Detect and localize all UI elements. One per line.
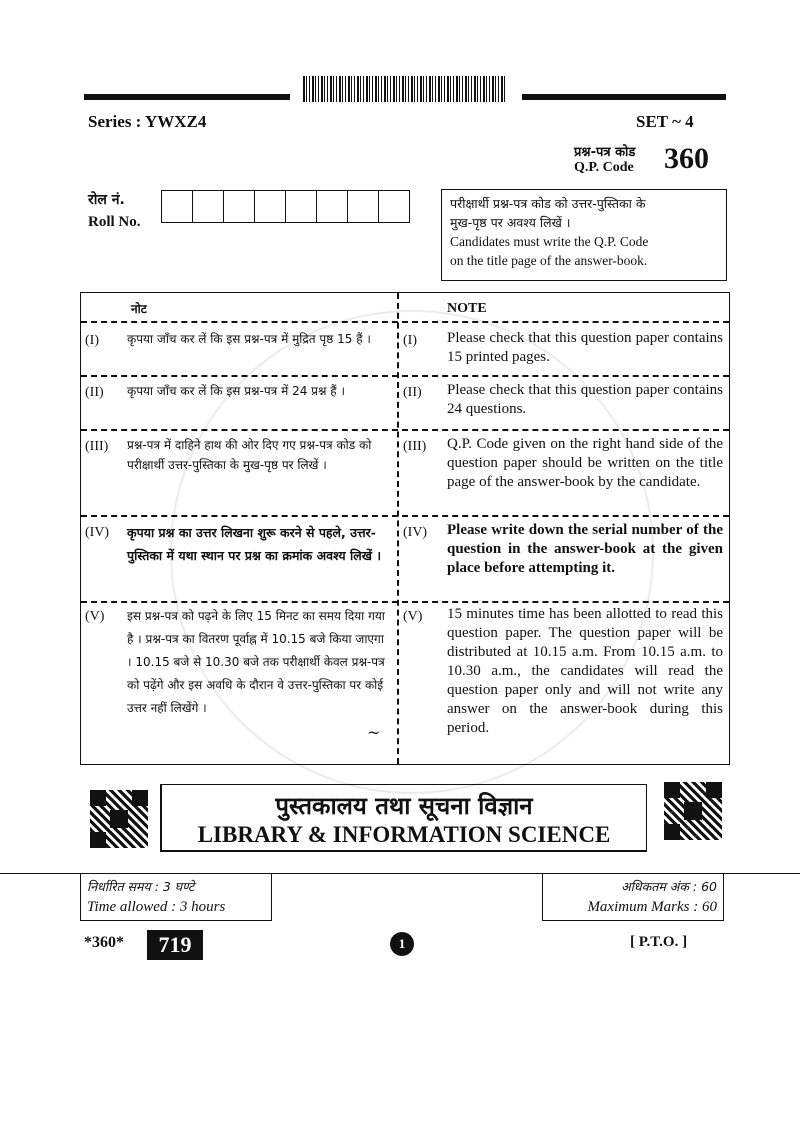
note-number: (II) [403, 385, 422, 400]
subject-title-box [160, 784, 647, 852]
note-number: (II) [85, 385, 104, 400]
subject-hindi: पुस्तकालय तथा सूचना विज्ञान [275, 792, 533, 820]
top-rule-left [84, 94, 290, 100]
note-number: (V) [403, 609, 423, 624]
time-hindi: निर्धारित समय : 3 घण्टे [87, 879, 195, 894]
note-number: (IV) [403, 525, 428, 540]
roll-digit-box[interactable] [285, 190, 317, 223]
note-hindi: प्रश्न-पत्र में दाहिने हाथ की ओर दिए गए प्रश्न-पत्र कोड को परीक्षार्थी उत्तर-पुस्तिका के मुख-पृष्ठ पर लिखें । [127, 438, 372, 472]
series-label: Series : YWXZ4 [88, 112, 207, 131]
column-divider [397, 293, 399, 764]
note-english: Please check that this question paper contains 24 questions. [447, 382, 723, 417]
row-divider [81, 515, 729, 517]
instruction-english-line: Candidates must write the Q.P. Code [450, 234, 649, 249]
time-english: Time allowed : 3 hours [87, 899, 226, 915]
qr-code-left [90, 790, 148, 848]
note-hindi: इस प्रश्न-पत्र को पढ़ने के लिए 15 मिनट का समय दिया गया है । प्रश्न-पत्र का वितरण पूर्वाह्न में 10.15 बजे किया जाएगा । 10.15 बजे से 10.30 बजे तक परीक्षार्थी केवल प्रश्न-पत्र को पढ़ेंगे और इस अवधि के दौरान वे उत्तर-पुस्तिका पर कोई उत्तर नहीं लिखेंगे । [127, 609, 385, 715]
note-number: (V) [85, 609, 105, 624]
qr-code-right [664, 782, 722, 840]
max-marks-box [542, 873, 724, 921]
paper-code-star: *360* [84, 934, 124, 951]
row-divider [81, 601, 729, 603]
instruction-english-line: on the title page of the answer-book. [450, 253, 648, 268]
note-english: Q.P. Code given on the right hand side of the question paper should be written on the title page of the answer-book by the candidate. [447, 436, 723, 490]
row-divider [81, 375, 729, 377]
roll-digit-box[interactable] [347, 190, 379, 223]
note-number: (III) [403, 439, 427, 454]
notes-table [80, 292, 730, 765]
marks-hindi: अधिकतम अंक : 60 [621, 879, 717, 894]
roll-digit-box[interactable] [378, 190, 410, 223]
row-divider [81, 321, 729, 323]
note-hindi: कृपया जाँच कर लें कि इस प्रश्न-पत्र में मुद्रित पृष्ठ 15 हैं । [127, 332, 371, 346]
note-english: Please write down the serial number of the question in the answer-book at the given place before attempting it. [447, 522, 723, 576]
roll-label-hindi: रोल नं. [88, 192, 125, 208]
note-hindi: कृपया प्रश्न का उत्तर लिखना शुरू करने से पहले, उत्तर-पुस्तिका में यथा स्थान पर प्रश्न का क्रमांक अवश्य लिखें । [127, 525, 382, 563]
subject-english: LIBRARY & INFORMATION SCIENCE [197, 822, 611, 847]
note-english: 15 minutes time has been allotted to read this question paper. The question paper will be distributed at 10.15 a.m. From 10.15 a.m. to 10.30 a.m., the candidates will read the question paper only and will not write any answer on the answer-book during this period. [447, 606, 723, 736]
roll-number-boxes [162, 190, 410, 223]
note-english: Please check that this question paper contains 15 printed pages. [447, 330, 723, 365]
note-hindi: कृपया जाँच कर लें कि इस प्रश्न-पत्र में 24 प्रश्न हैं । [127, 384, 346, 398]
instruction-hindi-line: मुख-पृष्ठ पर अवश्य लिखें । [450, 215, 571, 230]
time-allowed-box [80, 873, 272, 921]
barcode [303, 76, 507, 102]
roll-digit-box[interactable] [161, 190, 193, 223]
note-number: (IV) [85, 525, 110, 540]
top-rule-right [522, 94, 726, 100]
note-header-hindi: नोट [131, 302, 147, 316]
qp-code-label: Q.P. Code [574, 160, 634, 175]
set-label: SET ~ 4 [636, 112, 694, 131]
roll-digit-box[interactable] [223, 190, 255, 223]
note-number: (I) [85, 333, 99, 348]
qp-code-value: 360 [664, 142, 709, 175]
roll-label: Roll No. [88, 214, 141, 230]
qp-code-hindi: प्रश्न-पत्र कोड [574, 145, 636, 160]
roll-digit-box[interactable] [192, 190, 224, 223]
pto-label: [ P.T.O. ] [630, 934, 688, 950]
note-number: (I) [403, 333, 417, 348]
note-header-english: NOTE [447, 301, 487, 316]
qp-code-instruction-box [441, 189, 727, 281]
roll-digit-box[interactable] [254, 190, 286, 223]
roll-digit-box[interactable] [316, 190, 348, 223]
note-number: (III) [85, 439, 109, 454]
instruction-hindi-line: परीक्षार्थी प्रश्न-पत्र कोड को उत्तर-पुस्तिका के [450, 196, 646, 211]
paper-code-box: 719 [147, 930, 203, 960]
note-tilde: ~ [367, 723, 381, 742]
row-divider [81, 429, 729, 431]
marks-english: Maximum Marks : 60 [587, 899, 717, 915]
page-number: 1 [390, 932, 414, 956]
